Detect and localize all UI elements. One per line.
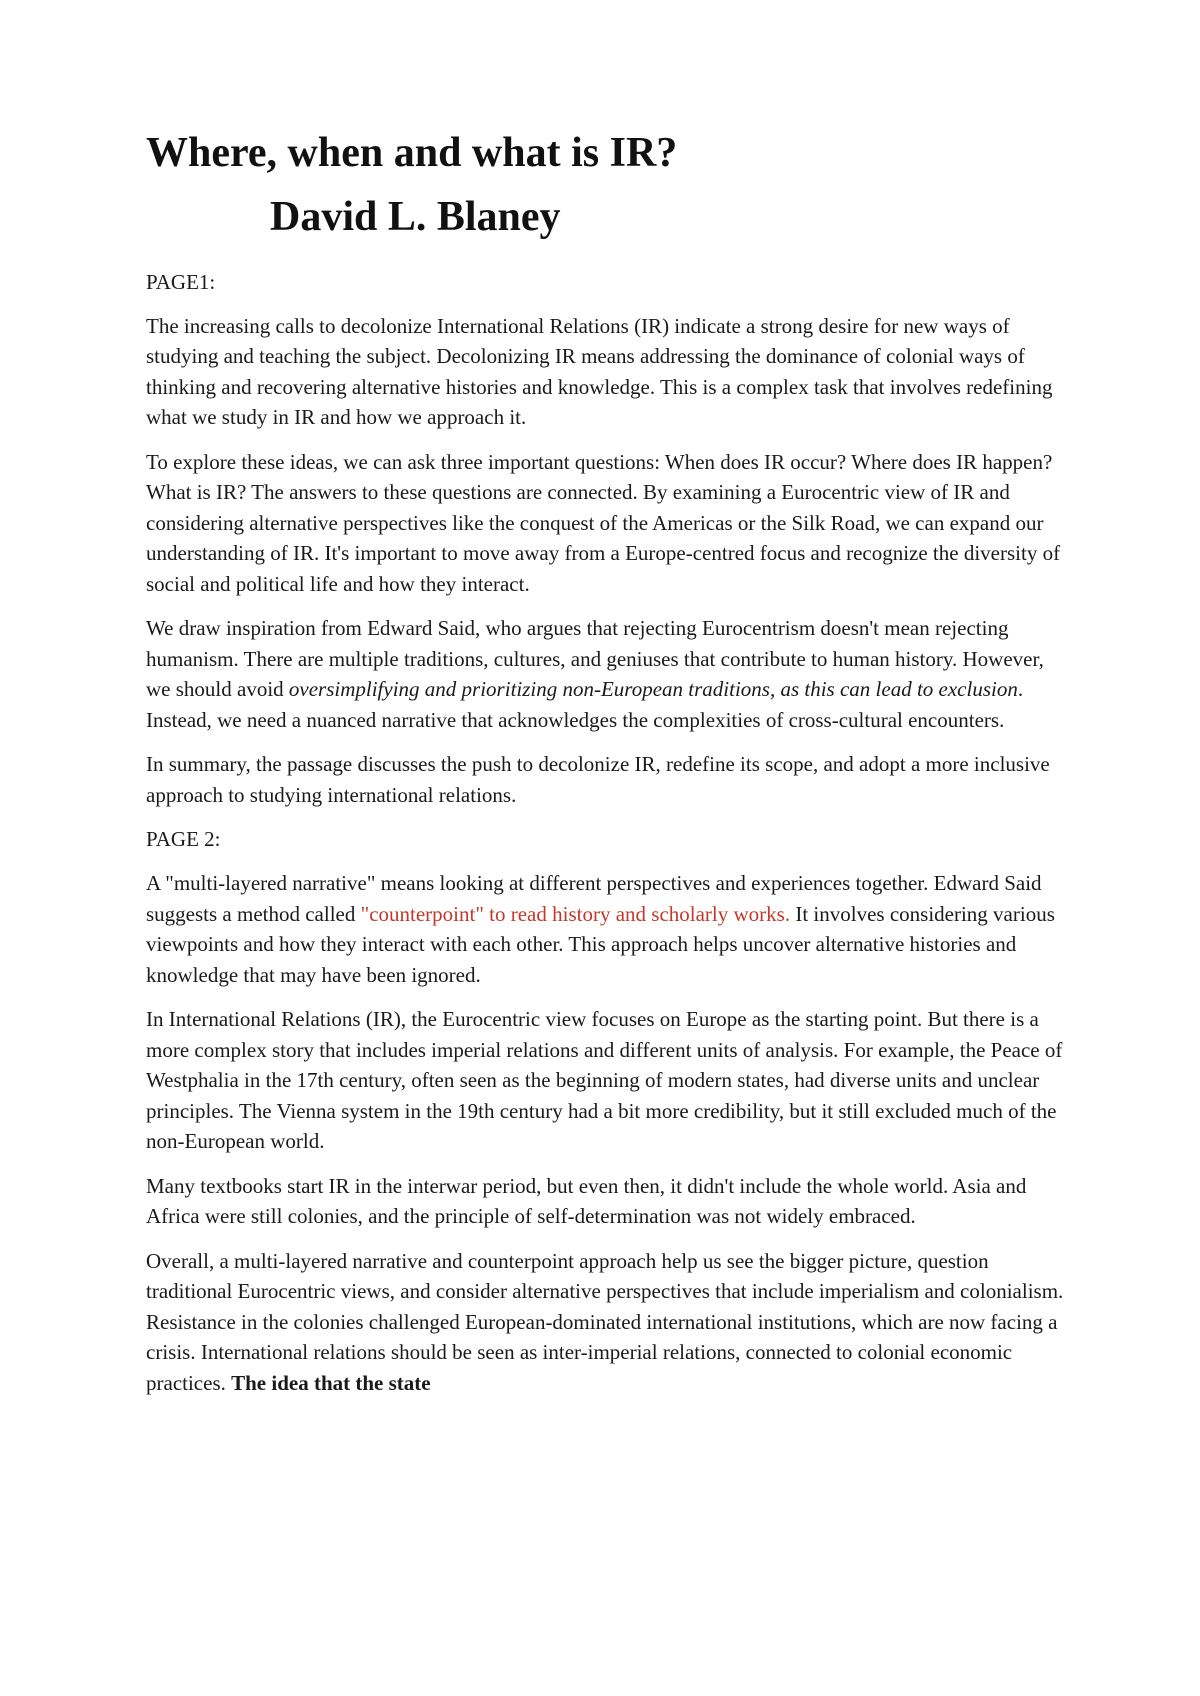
paragraph-text: . Instead, we need a nuanced narrative that acknowledges the complexities of cross-cultural encounters. [146,677,1024,732]
paragraph-text: We draw inspiration from Edward Said, who argues that rejecting Eurocentrism doesn't mean rejecting humanism. There are multiple traditions, cultures, and geniuses that contribute to human history. However, we should avoid [146,616,1044,702]
red-highlight-text: "counterpoint" to read history and scholarly works. [360,901,791,926]
page-2-paragraph-2: In International Relations (IR), the Eurocentric view focuses on Europe as the starting point. But there is a more complex story that includes imperial relations and different units of analysis. For example, the Peace of Westphalia in the 17th century, often seen as the beginning of modern states, had diverse units and unclear principles. The Vienna system in the 19th century had a bit more credibility, but it still excluded much of the non-European world. [146,1007,1063,1154]
paragraph-text: Overall, a multi-layered narrative and counterpoint approach help us see the bigger picture, question traditional Eurocentric views, and consider alternative perspectives that include imperialism and colonialism. Resistance in the colonies challenged European-dominated international institutions, which are now facing a crisis. International relations should be seen as inter-imperial relations, connected to colonial economic practices. [146,1248,1064,1395]
paragraph-text: It involves considering various viewpoints and how they interact with each other. This approach helps uncover alternative histories and knowledge that may have been ignored. [146,901,1055,987]
italic-emphasis: oversimplifying and prioritizing non-European traditions, as this can lead to exclusion [288,677,1018,702]
page-1-paragraph-3 [146,613,1066,735]
page-1-paragraph-2: To explore these ideas, we can ask three important questions: When does IR occur? Where does IR happen? What is IR? The answers to these questions are connected. By examining a Eurocentric view of IR and considering alternative perspectives like the conquest of the Americas or the Silk Road, we can expand our understanding of IR. It's important to move away from a Europe-centred focus and recognize the diversity of social and political life and how they interact. [146,449,1061,596]
paragraph-text: A "multi-layered narrative" means looking at different perspectives and experiences together. Edward Said suggests a method called [146,871,1042,926]
page-2-paragraph-3: Many textbooks start IR in the interwar period, but even then, it didn't include the whole world. Asia and Africa were still colonies, and the principle of self-determination was not widely embraced. [146,1173,1027,1229]
document-title: Where, when and what is IR? [146,130,678,176]
document-page [146,128,1066,1412]
page-1-paragraph-4: In summary, the passage discusses the push to decolonize IR, redefine its scope, and adopt a more inclusive approach to studying international relations. [146,752,1050,807]
page-2-paragraph-1 [146,868,1066,990]
page-1-label: PAGE1: [146,269,216,294]
page-2-label: PAGE 2: [146,827,221,852]
bold-emphasis: The idea that the state [231,1370,431,1395]
page-2-paragraph-4 [146,1246,1066,1399]
page-1-paragraph-1: The increasing calls to decolonize International Relations (IR) indicate a strong desire for new ways of studying and teaching the subject. Decolonizing IR means addressing the dominance of colonial ways of thinking and recovering alternative histories and knowledge. This is a complex task that involves redefining what we study in IR and how we approach it. [146,313,1053,430]
document-author: David L. Blaney [270,194,561,241]
